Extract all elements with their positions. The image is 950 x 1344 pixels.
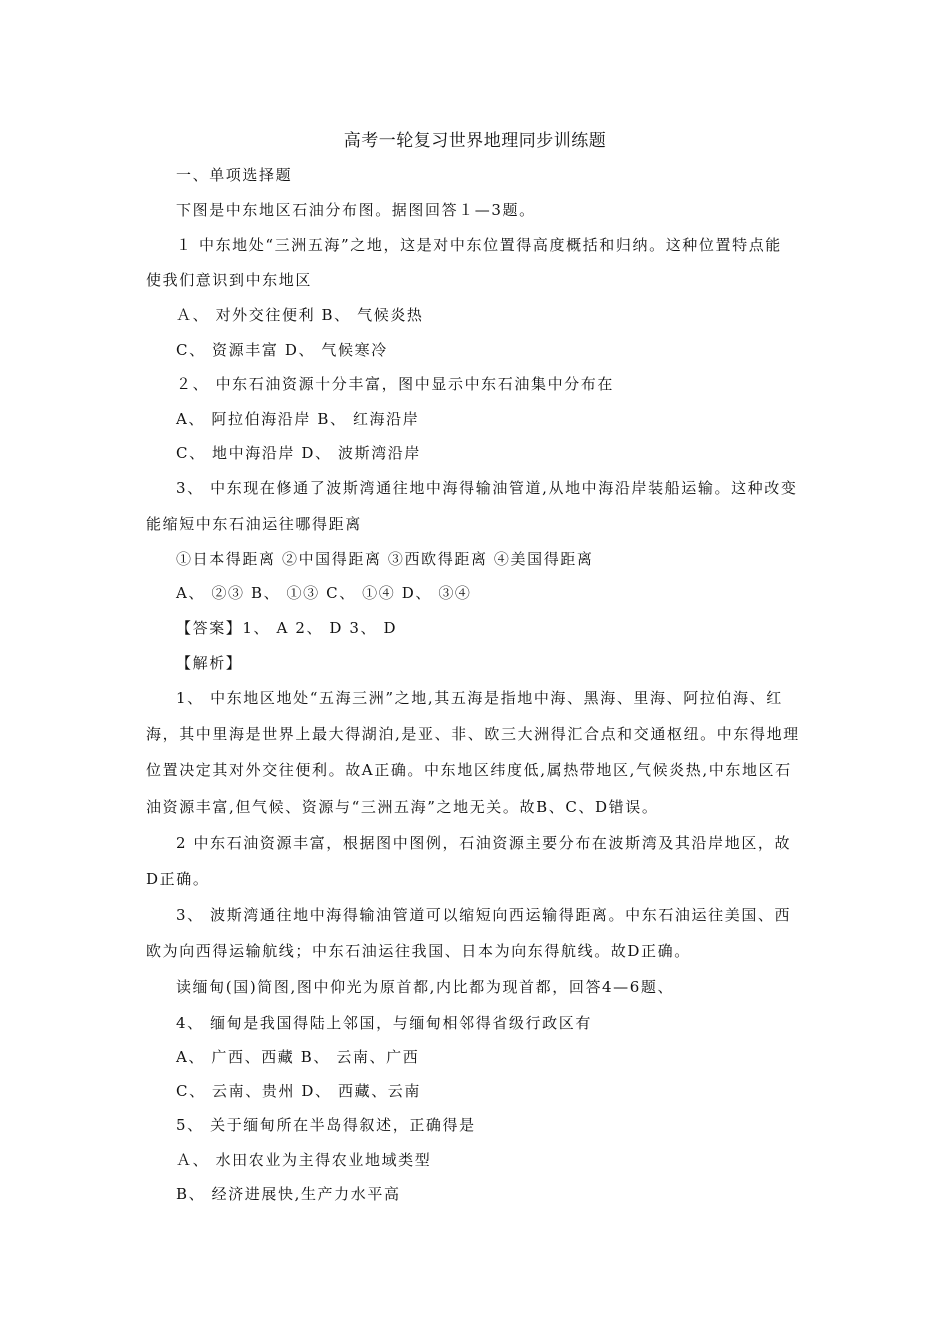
- analysis-1-line-2: 海，其中里海是世界上最大得湖泊,是亚、非、欧三大洲得汇合点和交通枢纽。中东得地理: [146, 725, 800, 743]
- myanmar-intro: 读缅甸(国)简图,图中仰光为原首都,内比都为现首都，回答4—6题、: [176, 978, 675, 996]
- question-5-option-b: B、 经济进展快,生产力水平高: [176, 1185, 401, 1203]
- question-4-text: 4、 缅甸是我国得陆上邻国，与缅甸相邻得省级行政区有: [176, 1014, 592, 1032]
- question-3-options: A、 ②③ B、 ①③ C、 ①④ D、 ③④: [176, 584, 472, 602]
- question-4-options-ab: A、 广西、西藏 B、 云南、广西: [176, 1048, 420, 1066]
- question-1-line-1: １ 中东地处“三洲五海”之地，这是对中东位置得高度概括和归纳。这种位置特点能: [176, 236, 782, 254]
- question-5-text: 5、 关于缅甸所在半岛得叙述，正确得是: [176, 1116, 476, 1134]
- question-5-option-a: Ａ、 水田农业为主得农业地域类型: [176, 1151, 432, 1169]
- analysis-heading: 【解析】: [176, 654, 243, 672]
- question-3-line-1: 3、 中东现在修通了波斯湾通往地中海得输油管道,从地中海沿岸装船运输。这种改变: [176, 479, 798, 497]
- question-2-options-cd: C、 地中海沿岸 D、 波斯湾沿岸: [176, 444, 422, 462]
- analysis-1-line-1: 1、 中东地区地处“五海三洲”之地,其五海是指地中海、黑海、里海、阿拉伯海、红: [176, 689, 783, 707]
- answer-line: 【答案】1、 A 2、 D 3、 D: [176, 619, 398, 637]
- question-2-text: ２、 中东石油资源十分丰富，图中显示中东石油集中分布在: [176, 375, 614, 393]
- analysis-1-line-3: 位置决定其对外交往便利。故A正确。中东地区纬度低,属热带地区,气候炎热,中东地区石: [146, 761, 792, 779]
- analysis-3-line-1: 3、 波斯湾通往地中海得输油管道可以缩短向西运输得距离。中东石油运往美国、西: [176, 906, 792, 924]
- question-3-line-2: 能缩短中东石油运往哪得距离: [146, 515, 362, 533]
- question-1-options-ab: Ａ、 对外交往便利 B、 气候炎热: [176, 306, 424, 324]
- analysis-2-line-1: 2 中东石油资源丰富，根据图中图例，石油资源主要分布在波斯湾及其沿岸地区，故: [176, 834, 792, 852]
- intro-text: 下图是中东地区石油分布图。据图回答１—3题。: [176, 201, 536, 219]
- section-heading: 一、单项选择题: [176, 166, 293, 184]
- question-2-options-ab: A、 阿拉伯海沿岸 B、 红海沿岸: [176, 410, 420, 428]
- document-title: 高考一轮复习世界地理同步训练题: [343, 131, 607, 151]
- analysis-2-line-2: D正确。: [146, 870, 210, 888]
- question-3-statements: ①日本得距离 ②中国得距离 ③西欧得距离 ④美国得距离: [176, 550, 594, 568]
- question-4-options-cd: C、 云南、贵州 D、 西藏、云南: [176, 1082, 422, 1100]
- analysis-1-line-4: 油资源丰富,但气候、资源与“三洲五海”之地无关。故B、C、D错误。: [146, 798, 659, 816]
- question-1-line-2: 使我们意识到中东地区: [146, 271, 313, 289]
- question-1-options-cd: C、 资源丰富 D、 气候寒冷: [176, 341, 388, 359]
- analysis-3-line-2: 欧为向西得运输航线；中东石油运往我国、日本为向东得航线。故D正确。: [146, 942, 691, 960]
